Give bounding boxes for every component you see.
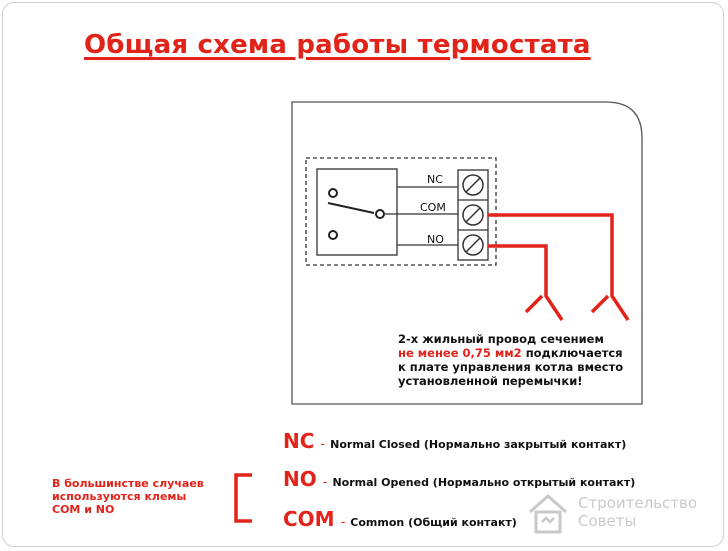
side-note-line-1: В большинстве случаев	[52, 477, 204, 490]
legend-description: Normal Opened (Нормально открытый контакт)	[332, 476, 636, 489]
legend-code: COM	[283, 507, 335, 531]
com-contact-point	[376, 210, 384, 218]
note-line-2-rest: подключается	[521, 346, 623, 360]
terminal-label-com: COM	[420, 201, 446, 214]
terminal-label-no: NO	[427, 233, 444, 246]
house-logo-icon	[524, 490, 572, 538]
legend-code: NO	[283, 467, 317, 491]
legend-row-com	[283, 507, 517, 531]
legend-description: Normal Closed (Нормально закрытый контакт)	[330, 438, 627, 451]
no-output-wire	[488, 246, 562, 320]
note-cross-section: не менее 0,75 мм2	[398, 346, 522, 360]
note-line-3: к плате управления котла вместо	[398, 360, 624, 374]
nc-contact-point	[329, 189, 337, 197]
legend-description: Common (Общий контакт)	[350, 516, 517, 529]
com-output-wire	[488, 215, 628, 320]
legend-code: NC	[283, 429, 315, 453]
terminal-label-nc: NC	[427, 173, 443, 186]
nc-screw-icon	[463, 175, 483, 195]
wiring-note	[398, 332, 648, 388]
legend-dash: -	[322, 475, 328, 490]
side-note-line-2: используются клемы	[52, 490, 187, 503]
legend-row-nc	[283, 429, 626, 453]
diagram-title: Общая схема работы термостата	[84, 30, 591, 60]
watermark-line-1: Строительство	[578, 494, 698, 512]
note-line-2	[398, 346, 648, 360]
legend-bracket	[236, 475, 252, 521]
side-note-line-3: COM и NO	[52, 503, 115, 516]
legend-row-no	[283, 467, 635, 491]
legend-dash: -	[340, 515, 346, 530]
watermark-line-2: Советы	[578, 512, 637, 530]
note-line-1: 2-х жильный провод сечением	[398, 332, 604, 346]
com-screw-icon	[463, 205, 483, 225]
site-watermark	[524, 490, 724, 542]
no-screw-icon	[463, 235, 483, 255]
legend-dash: -	[320, 437, 326, 452]
relay-switch-box	[317, 169, 397, 255]
com-wire-end	[592, 296, 608, 312]
watermark-text	[578, 494, 697, 530]
no-wire-end	[526, 296, 542, 312]
no-contact-point	[329, 231, 337, 239]
common-terminals-note	[52, 477, 222, 516]
note-line-4: установленной перемычки!	[398, 374, 583, 388]
